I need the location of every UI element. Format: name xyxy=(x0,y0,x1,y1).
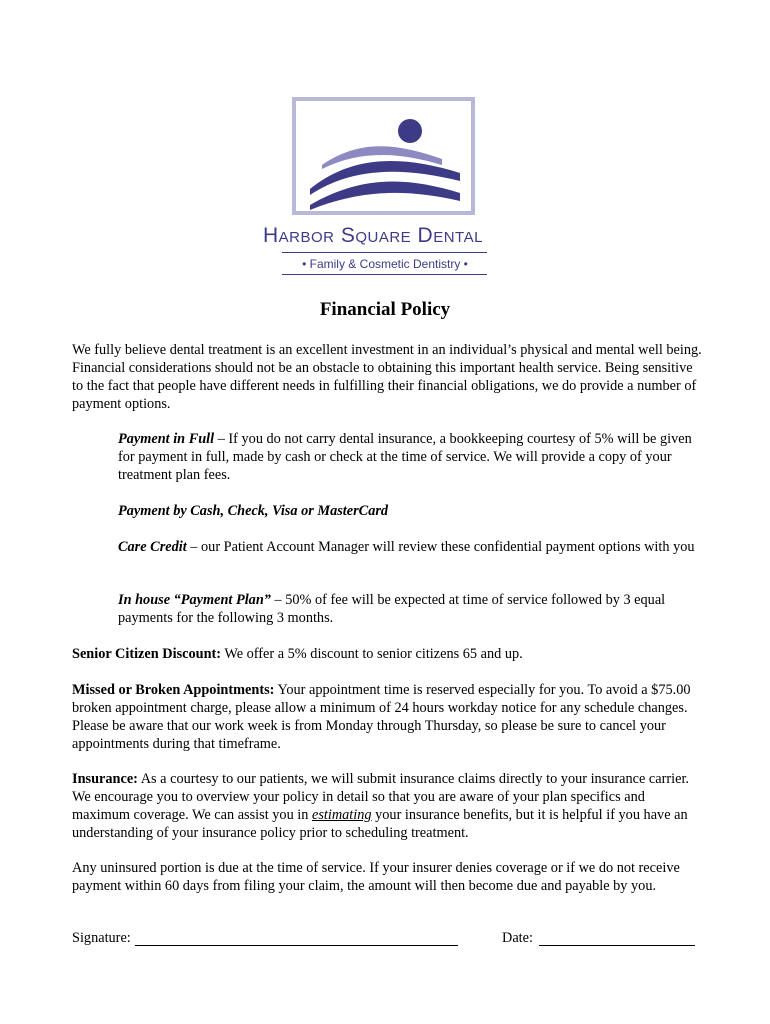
brand-divider-top xyxy=(282,252,487,253)
brand-tagline: • Family & Cosmetic Dentistry • xyxy=(302,257,468,271)
senior-discount-text: We offer a 5% discount to senior citizens 65 and up. xyxy=(221,646,523,662)
logo-dark-wave-2 xyxy=(310,182,460,210)
missed-appointments-paragraph xyxy=(72,681,704,753)
insurance-emphasis: estimating xyxy=(311,807,372,823)
missed-appointments-text: Your appointment time is reserved especially for you. To avoid a $75.00 broken appointment charge, please allow a minimum of 24 hours workday notice for any schedule changes. Please be aware that our work week is from Monday through Thursday, so please be sure to cancel your appointments during that timeframe. xyxy=(72,682,691,752)
payment-cash-label: Payment by Cash, Check, Visa or MasterCard xyxy=(118,503,389,519)
payment-in-full-paragraph xyxy=(118,430,710,484)
insurance-text-before: As a courtesy to our patients, we will submit insurance claims directly to your insurance carrier. We encourage you to overview your policy in detail so that you are aware of your plan specifics and maximum coverage. We can assist you in xyxy=(72,771,690,823)
logo-sun-icon xyxy=(398,119,422,143)
senior-discount-paragraph xyxy=(72,645,704,663)
insurance-paragraph xyxy=(72,770,704,842)
brand-name: Harbor Square Dental xyxy=(263,224,483,247)
missed-appointments-label: Missed or Broken Appointments: xyxy=(72,682,275,698)
in-house-plan-label: In house “Payment Plan” xyxy=(118,592,271,608)
date-label: Date: xyxy=(502,930,533,946)
care-credit-text: – our Patient Account Manager will review these confidential payment options with you xyxy=(186,539,695,555)
care-credit-paragraph xyxy=(118,538,710,556)
signature-line[interactable] xyxy=(135,945,458,946)
insurance-text-after: your insurance benefits, but it is helpful if you have an understanding of your insurance policy prior to scheduling treatment. xyxy=(72,807,688,841)
intro-paragraph: We fully believe dental treatment is an excellent investment in an individual’s physical and mental well being. Financial considerations should not be an obstacle to obtaining this important health service. Being sensitive to the fact that people have different needs in fulfilling their financial obligations, we do provide a number of payment options. xyxy=(72,342,702,412)
payment-in-full-text: – If you do not carry dental insurance, a bookkeeping courtesy of 5% will be given for payment in full, made by cash or check at the time of service. We will provide a copy of your treatment plan fees. xyxy=(118,431,692,483)
payment-in-full-label: Payment in Full xyxy=(118,431,215,447)
date-line[interactable] xyxy=(539,945,695,946)
payment-cash-paragraph xyxy=(118,502,710,520)
in-house-plan-text: – 50% of fee will be expected at time of service followed by 3 equal payments for the following 3 months. xyxy=(118,592,666,626)
insurance-label: Insurance: xyxy=(72,771,138,787)
page-title: Financial Policy xyxy=(319,299,451,320)
uninsured-paragraph: Any uninsured portion is due at the time of service. If your insurer denies coverage or if we do not receive payment within 60 days from filing your claim, the amount will then become due and payable by you. xyxy=(72,860,680,894)
senior-discount-label: Senior Citizen Discount: xyxy=(72,646,222,662)
signature-row xyxy=(72,930,704,950)
in-house-plan-paragraph xyxy=(118,591,710,627)
signature-label: Signature: xyxy=(72,930,131,946)
harbor-square-dental-logo xyxy=(292,97,475,215)
brand-divider-bottom xyxy=(282,274,487,275)
care-credit-label: Care Credit xyxy=(118,539,187,555)
